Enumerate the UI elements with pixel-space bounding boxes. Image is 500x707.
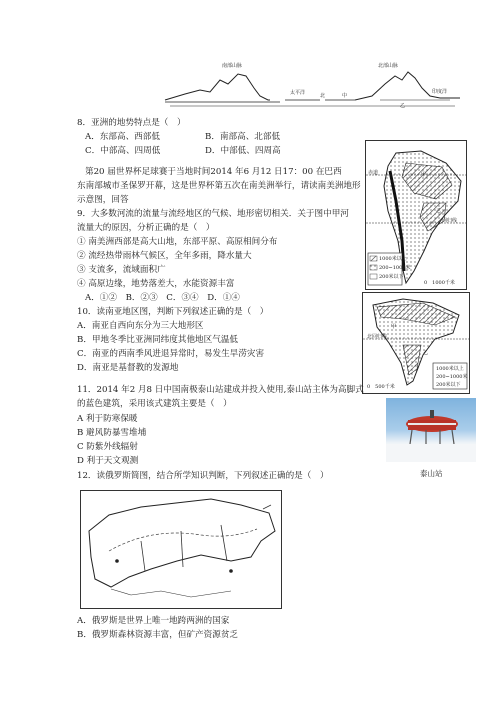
q11-option-b: B 避风防暴雪堆埔 <box>77 428 147 438</box>
q10-option-b: B．甲地冬季比亚洲同纬度其他地区气温低 <box>77 335 239 345</box>
taishan-station-caption: 泰山站 <box>420 469 443 478</box>
q11-option-d: D 利于天文观测 <box>77 456 139 466</box>
sasia-legend-high: 1000米以上 <box>436 366 464 372</box>
q9-stem-line-1: 9．大多数河流的流量与流经地区的气候、地形密切相关．关于图中甲河 <box>77 209 349 219</box>
profile-label-indian-ocean: 印度洋 <box>432 89 448 95</box>
q8-option-c: C．中部高、四周低 <box>85 146 161 156</box>
intro-line-2: 东南部城市圣保罗开幕，这是世界杯第五次在南美洲举行，请读南美洲地形 <box>77 181 361 191</box>
q9-answers: A．①② B．②③ C．③④ D．①④ <box>85 293 240 303</box>
sa-legend-mid: 200~1000米 <box>379 265 411 271</box>
q10-stem: 10．读南亚地区图，判断下列叙述正确的是（ ） <box>77 307 269 317</box>
q12-option-a: A．俄罗斯是世界上唯一地跨两洲的国家 <box>77 616 230 626</box>
q11-stem-line-1: 11．2014 年2 月8 日中国南极泰山站建成并投入使用,泰山站主体为高脚式 <box>77 385 364 395</box>
sa-legend-high: 1000米以上 <box>379 256 407 262</box>
station-illustration <box>386 398 476 462</box>
sasia-scale: 0 500千米 <box>367 384 395 390</box>
russia-map-svg <box>81 491 281 608</box>
q8-option-b: B．南部高、北部低 <box>205 132 281 142</box>
q12-stem: 12．读俄罗斯简图，结合所学知识判断，下列叙述正确的是（ ） <box>77 471 329 481</box>
sa-legend-low: 200米以下 <box>379 274 404 280</box>
sa-label-tropic: 回归线 <box>442 218 458 224</box>
q11-option-a: A 利于防寒保暖 <box>77 414 138 424</box>
q8-stem: 8．亚洲的地势特点是（ ） <box>77 118 186 128</box>
sa-label-jia: 甲 <box>421 172 427 178</box>
q10-option-a: A．南亚自西向东分为三大地形区 <box>77 321 204 331</box>
q9-stem-line-2: 流量大的原因，分析正确的是（ ） <box>77 223 215 233</box>
intro-line-3: 示意图，回答 <box>77 195 129 205</box>
profile-label-north-mtn: 北部山脉 <box>378 63 399 69</box>
profile-label-pacific: 太平洋 <box>290 90 306 96</box>
sasia-label-tropic: 北回归线 <box>367 334 388 340</box>
q10-option-d: D．南亚是基督教的发源地 <box>77 363 179 373</box>
terrain-profile-figure <box>150 62 470 112</box>
profile-svg <box>150 62 470 112</box>
profile-label-north: 北 <box>320 93 326 99</box>
profile-label-mid: 中 <box>342 93 348 99</box>
sa-label-yi: 乙 <box>436 208 442 214</box>
sasia-label-jia: 甲 <box>391 324 397 330</box>
sa-label-equator: 赤道 <box>368 170 379 176</box>
intro-line-1: 第20 届世界杯足球赛于当地时间2014 年6 月12 日17：00 在巴西 <box>85 167 342 177</box>
q9-item-4: ④ 高原边缘，地势落差大，水能资源丰富 <box>77 279 235 289</box>
q8-option-d: D．中部低、四周高 <box>205 146 281 156</box>
profile-label-south-mtn: 南部山脉 <box>222 63 243 69</box>
q11-stem-line-2: 的蓝色建筑，采用该式建筑主要是（ ） <box>77 399 232 409</box>
south-asia-map <box>362 292 470 394</box>
q10-option-c: C．南亚的西南季风进退异常时，易发生旱涝灾害 <box>77 349 265 359</box>
q9-item-1: ① 南美洲西部是高大山地，东部平原、高原相间分布 <box>77 237 278 247</box>
south-america-map <box>365 140 467 290</box>
sasia-legend-low: 200米以下 <box>436 382 461 388</box>
profile-label-yi: 乙 <box>400 103 406 109</box>
q8-option-a: A．东部高、西部低 <box>85 132 160 142</box>
russia-map <box>80 490 282 609</box>
sa-scale: 0 1000千米 <box>424 280 455 286</box>
taishan-station-photo <box>386 398 476 462</box>
q12-option-b: B．俄罗斯森林资源丰富，但矿产资源贫乏 <box>77 630 239 640</box>
q9-item-3: ③ 支流多，流域面积广 <box>77 265 166 275</box>
q11-option-c: C 防紫外线辐射 <box>77 442 138 452</box>
q9-item-2: ② 流经热带雨林气候区，全年多雨，降水量大 <box>77 251 252 261</box>
sasia-label-yi: 乙 <box>423 350 429 356</box>
sasia-legend-mid: 200~1000米 <box>436 374 468 380</box>
